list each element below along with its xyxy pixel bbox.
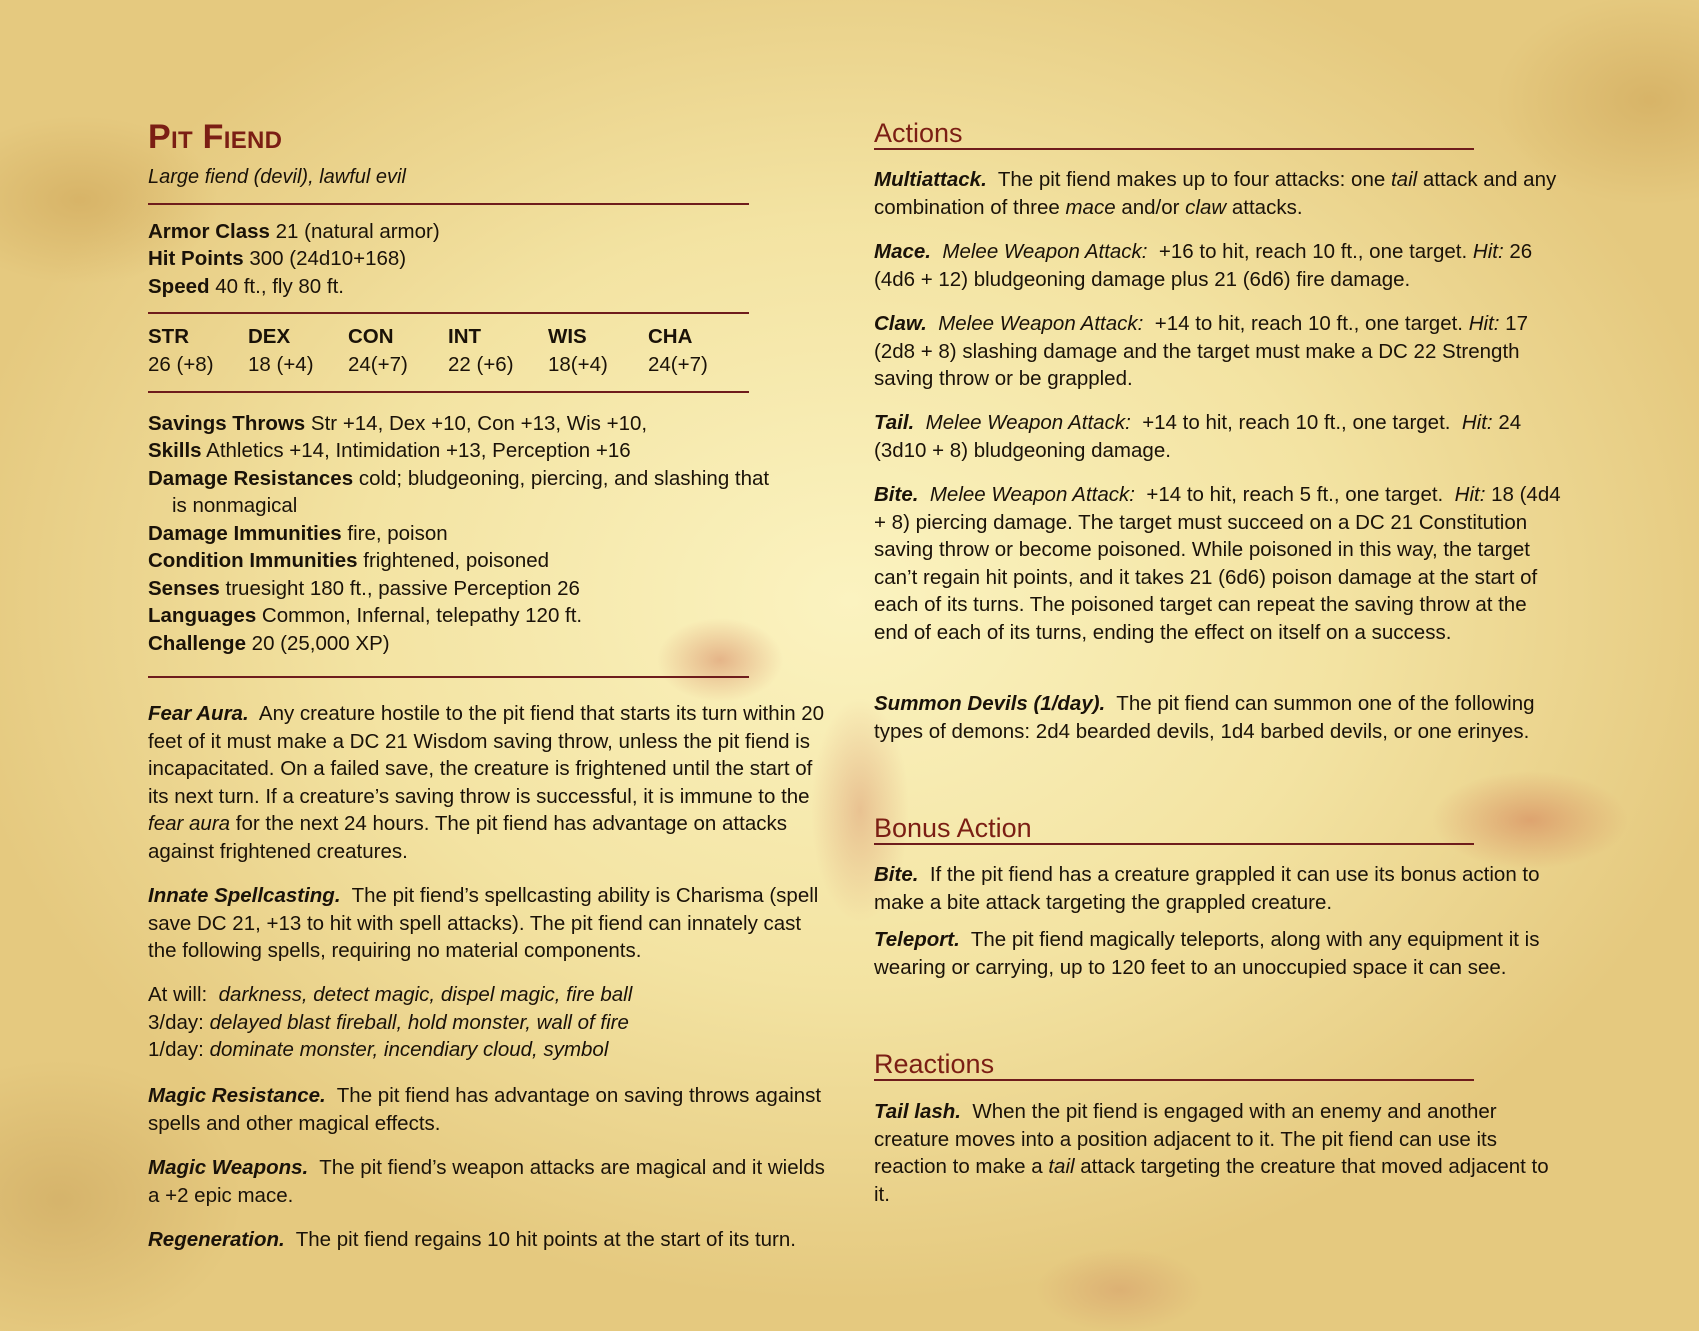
spell-line-at-will: At will: darkness, detect magic, dispel magic, fire ball [148, 983, 633, 1006]
ability-con-label: CON [348, 325, 394, 348]
ability-str-label: STR [148, 325, 189, 348]
bonus-teleport: Teleport. The pit fiend magically teleports, along with any equipment it is wearing or carrying, up to 120 feet to an unoccupied space it can see. [874, 928, 1540, 979]
monster-type: Large fiend (devil), lawful evil [148, 166, 406, 188]
monster-name: Pit Fiend [148, 118, 283, 156]
ability-cha-value: 24(+7) [648, 353, 708, 376]
action-multiattack: Multiattack. The pit fiend makes up to four attacks: one tail attack and any combination of three mace and/or claw attacks. [874, 168, 1557, 219]
divider [148, 312, 749, 314]
armor-class: Armor Class 21 (natural armor) [148, 220, 440, 243]
trait-fear-aura: Fear Aura. Any creature hostile to the pit fiend that starts its turn within 20 feet of it must make a DC 21 Wisdom saving throw, unless the pit fiend is incapacitated. On a failed save, the creature is frightened until the start of its next turn. If a creature’s saving throw is successful, it is immune to the fear aura for the next 24 hours. The pit fiend has advantage on attacks against frightened creatures. [148, 702, 825, 863]
divider [874, 148, 1474, 150]
action-tail: Tail. Melee Weapon Attack: +14 to hit, reach 10 ft., one target. Hit: 24 (3d10 + 8) bludgeoning damage. [874, 411, 1522, 462]
damage-resistances: Damage Resistances cold; bludgeoning, piercing, and slashing that [148, 467, 770, 490]
ability-int-label: INT [448, 325, 482, 348]
divider [148, 676, 749, 678]
action-bite: Bite. Melee Weapon Attack: +14 to hit, reach 5 ft., one target. Hit: 18 (4d4 + 8) piercing damage. The target must succeed on a DC 21 Constitution saving throw or become poisoned. While poisoned in this way, the target can’t regain hit points, and it takes 21 (6d6) poison damage at the start of each of its turns. The poisoned target can repeat the saving throw at the end of each of its turns, ending the effect on itself on a success. [874, 483, 1561, 644]
spell-line-1-day: 1/day: dominate monster, incendiary cloud, symbol [148, 1038, 609, 1062]
action-claw: Claw. Melee Weapon Attack: +14 to hit, reach 10 ft., one target. Hit: 17 (2d8 + 8) slashing damage and the target must make a DC 22 Strength saving throw or be grappled. [874, 312, 1528, 391]
condition-immunities: Condition Immunities frightened, poisoned [148, 549, 550, 572]
hit-points: Hit Points 300 (24d10+168) [148, 247, 407, 270]
bonus-action-heading: Bonus Action [874, 813, 1032, 843]
languages: Languages Common, Infernal, telepathy 120 ft. [148, 604, 583, 627]
divider [874, 1079, 1474, 1081]
damage-resistances-cont: is nonmagical [172, 494, 298, 517]
reaction-tail-lash: Tail lash. When the pit fiend is engaged with an enemy and another creature moves into a position adjacent to it. The pit fiend can use its reaction to make a tail attack targeting the creature that moved adjacent to it. [874, 1100, 1549, 1206]
senses: Senses truesight 180 ft., passive Perception 26 [148, 577, 580, 600]
speed: Speed 40 ft., fly 80 ft. [148, 275, 344, 298]
divider [148, 391, 749, 393]
divider [874, 843, 1474, 845]
ability-cha-label: CHA [648, 325, 693, 348]
saving-throws: Savings Throws Str +14, Dex +10, Con +13, Wis +10, [148, 412, 648, 435]
divider [148, 203, 749, 205]
trait-magic-weapons: Magic Weapons. The pit fiend’s weapon attacks are magical and it wields a +2 epic mace. [148, 1156, 825, 1207]
challenge: Challenge 20 (25,000 XP) [148, 632, 390, 655]
ability-str-value: 26 (+8) [148, 353, 214, 376]
reactions-heading: Reactions [874, 1049, 995, 1079]
actions-heading: Actions [874, 118, 963, 148]
action-summon-devils: Summon Devils (1/day). The pit fiend can summon one of the following types of demons: 2d4 bearded devils, 1d4 barbed devils, or one erinyes. [874, 692, 1535, 743]
ability-dex-label: DEX [248, 325, 291, 348]
ability-wis-value: 18(+4) [548, 353, 608, 376]
ability-con-value: 24(+7) [348, 353, 408, 376]
spell-line-3-day: 3/day: delayed blast fireball, hold monster, wall of fire [148, 1010, 629, 1034]
action-mace: Mace. Melee Weapon Attack: +16 to hit, reach 10 ft., one target. Hit: 26 (4d6 + 12) bludgeoning damage plus 21 (6d6) fire damage. [874, 240, 1533, 291]
ability-dex-value: 18 (+4) [248, 353, 314, 376]
trait-innate-spellcasting: Innate Spellcasting. The pit fiend’s spellcasting ability is Charisma (spell save DC 21, +13 to hit with spell attacks). The pit fiend can innately cast the following spells, requiring no material components. [148, 884, 819, 963]
skills: Skills Athletics +14, Intimidation +13, Perception +16 [148, 439, 631, 462]
trait-regeneration: Regeneration. The pit fiend regains 10 hit points at the start of its turn. [148, 1228, 796, 1251]
ability-int-value: 22 (+6) [448, 353, 514, 376]
spell-list [148, 981, 828, 1064]
ability-wis-label: WIS [548, 325, 587, 348]
damage-immunities: Damage Immunities fire, poison [148, 522, 448, 545]
bonus-bite: Bite. If the pit fiend has a creature grappled it can use its bonus action to make a bite attack targeting the grappled creature. [874, 863, 1540, 914]
trait-magic-resistance: Magic Resistance. The pit fiend has advantage on saving throws against spells and other magical effects. [148, 1084, 822, 1135]
